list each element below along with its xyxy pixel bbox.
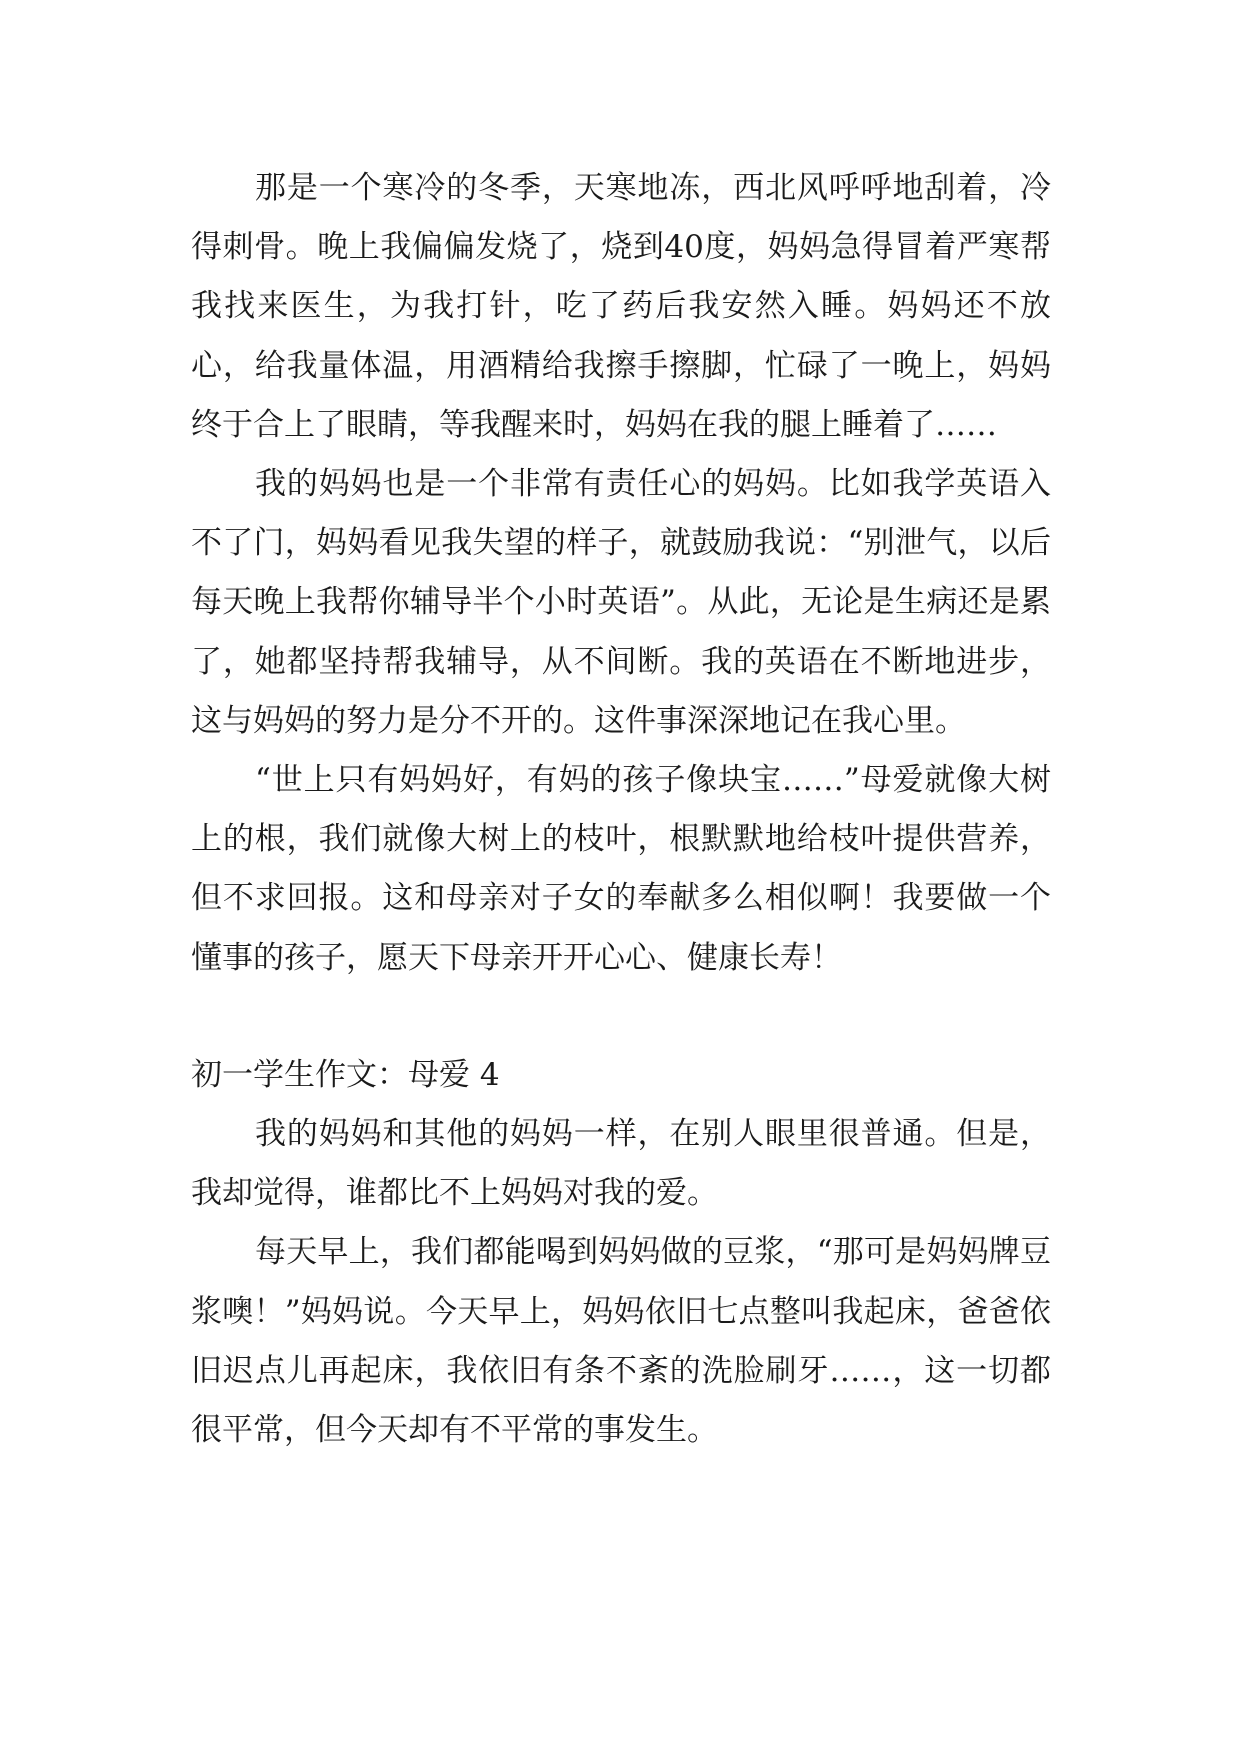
paragraph-ordinary-mom: 我的妈妈和其他的妈妈一样，在别人眼里很普通。但是，我却觉得，谁都比不上妈妈对我的爱。 — [191, 1116, 1051, 1212]
paragraph-conclusion: “世上只有妈妈好，有妈的孩子像块宝……”母爱就像大树上的根，我们就像大树上的枝叶，根默默地给枝叶提供营养，但不求回报。这和母亲对子女的奉献多么相似啊！我要做一个懂事的孩子，愿天下母亲开开心心、健康长寿！ — [191, 762, 1051, 976]
section-heading: 初一学生作文：母爱 4 — [191, 1056, 500, 1093]
paragraph-soy-milk: 每天早上，我们都能喝到妈妈做的豆浆，“那可是妈妈牌豆浆噢！”妈妈说。今天早上，妈妈依旧七点整叫我起床，爸爸依旧迟点儿再起床，我依旧有条不紊的洗脸刷牙……，这一切都很平常，但今天却有不平常的事发生。 — [191, 1234, 1051, 1449]
paragraph-english-tutoring: 我的妈妈也是一个非常有责任心的妈妈。比如我学英语入不了门，妈妈看见我失望的样子，就鼓励我说：“别泄气，以后每天晚上我帮你辅导半个小时英语”。从此，无论是生病还是累了，她都坚持帮我辅导，从不间断。我的英语在不断地进步，这与妈妈的努力是分不开的。这件事深深地记在我心里。 — [191, 466, 1051, 739]
paragraph-winter-fever: 那是一个寒冷的冬季，天寒地冻，西北风呼呼地刮着，冷得刺骨。晚上我偏偏发烧了，烧到40度，妈妈急得冒着严寒帮我找来医生，为我打针，吃了药后我安然入睡。妈妈还不放心，给我量体温，用酒精给我擦手擦脚，忙碌了一晚上，妈妈终于合上了眼睛，等我醒来时，妈妈在我的腿上睡着了…… — [191, 170, 1051, 443]
document-body — [191, 159, 1051, 1460]
